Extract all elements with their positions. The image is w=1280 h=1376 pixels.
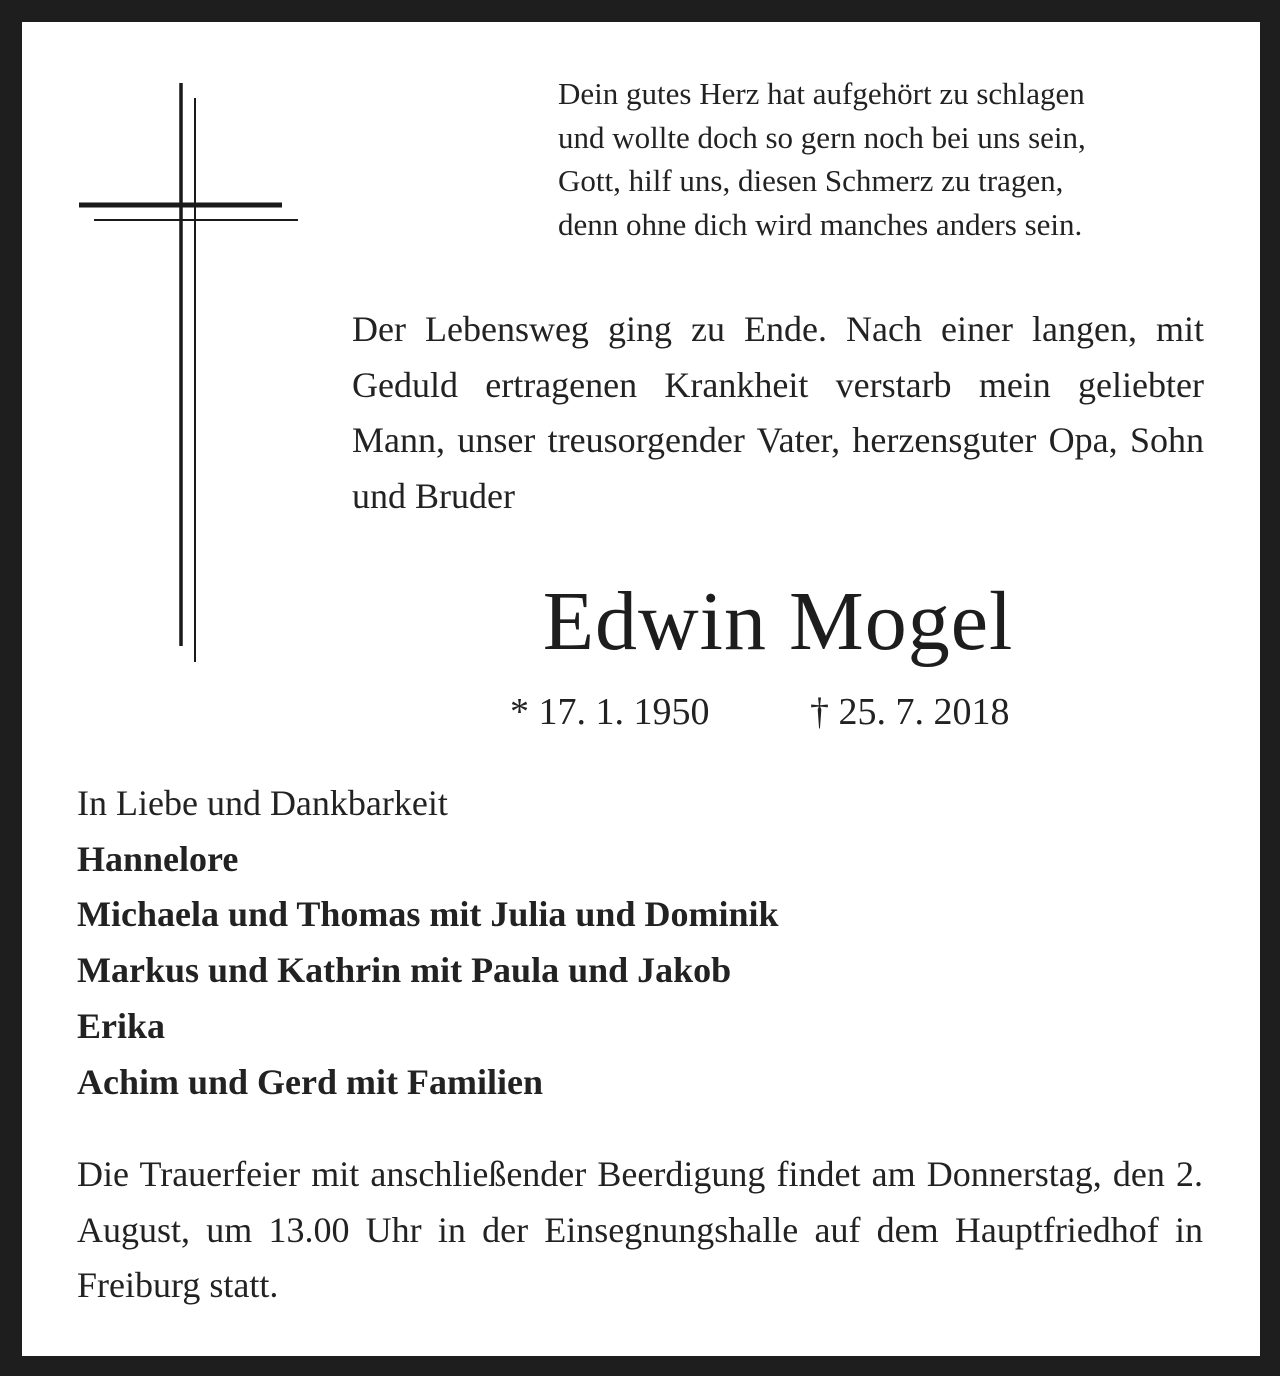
life-dates [22, 687, 1260, 737]
funeral-notice: Die Trauerfeier mit anschließender Beerdigung findet am Donnerstag, den 2. August, um 13.00 Uhr in der Einsegnungshalle auf dem Hauptfriedhof in Freiburg statt. [77, 1154, 1203, 1305]
birth-date: * 17. 1. 1950 [510, 691, 710, 733]
mourners-greeting: In Liebe und Dankbarkeit [77, 783, 448, 823]
intro-text: Der Lebensweg ging zu Ende. Nach einer langen, mit Geduld ertragenen Krankheit verstarb mein geliebter Mann, unser treusorgender Vater, herzensguter Opa, Sohn und Bruder [352, 309, 1204, 516]
poem-line: Dein gutes Herz hat aufgehört zu schlagen [558, 76, 1085, 111]
mourner-name: Markus und Kathrin mit Paula und Jakob [77, 950, 732, 991]
poem [558, 72, 1238, 246]
mourner-name: Michaela und Thomas mit Julia und Dominik [77, 894, 779, 935]
mourners-list [77, 776, 1197, 1110]
mourner-name: Achim und Gerd mit Familien [77, 1061, 543, 1102]
mourner-name: Hannelore [77, 838, 239, 879]
obituary-card [22, 22, 1260, 1356]
poem-line: und wollte doch so gern noch bei uns sein, [558, 119, 1086, 155]
poem-line: denn ohne dich wird manches anders sein. [558, 206, 1083, 242]
death-date: † 25. 7. 2018 [810, 691, 1010, 733]
mourner-name: Erika [77, 1005, 166, 1046]
deceased-name: Edwin Mogel [542, 575, 1014, 668]
poem-line: Gott, hilf uns, diesen Schmerz zu tragen, [558, 163, 1064, 198]
